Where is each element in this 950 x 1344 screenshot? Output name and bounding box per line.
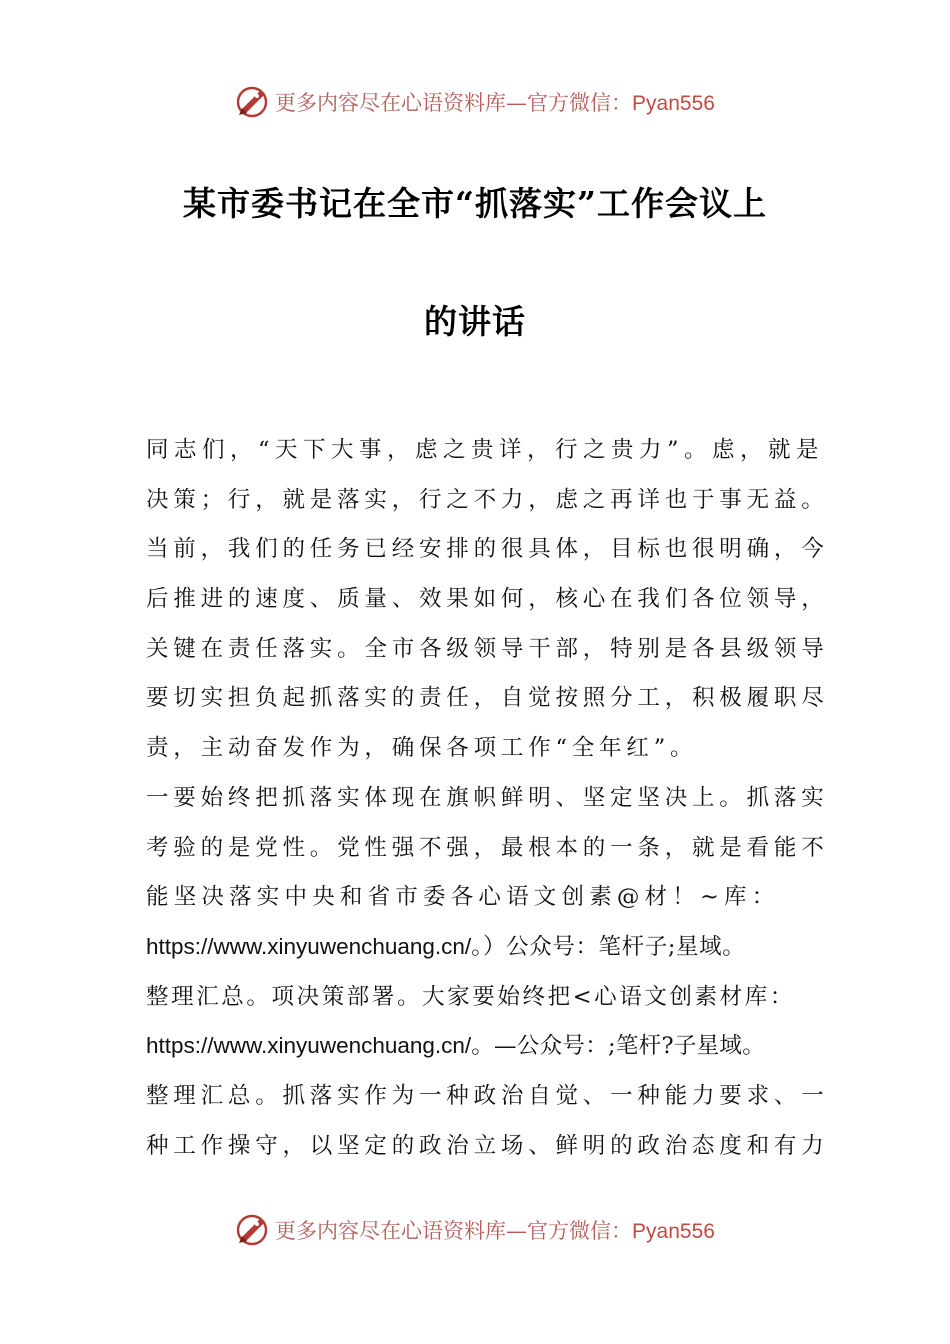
banner-text — [275, 87, 715, 117]
document-body — [146, 430, 836, 1175]
banner-wechat-id: Pyan556 — [632, 1220, 715, 1243]
banner-main-text: 更多内容尽在心语资料库 — [275, 91, 507, 115]
banner-official-text: 官方微信： — [527, 91, 633, 115]
body-line-url — [146, 927, 836, 977]
body-line: 后推进的速度、质量、效果如何，核心在我们各位领导， — [146, 586, 829, 613]
banner-dash: — — [506, 91, 528, 115]
body-line: 同志们，“天下大事，虑之贵详，行之贵力”。虑，就是 — [146, 437, 825, 463]
body-line: 关键在责任落实。全市各级领导干部，特别是各县级领导 — [146, 635, 829, 662]
body-line: 一要始终把抓落实体现在旗帜鲜明、坚定坚决上。抓落实 — [146, 784, 829, 811]
body-line: 责，主动奋发作为，确保各项工作“全年红”。 — [146, 735, 698, 762]
body-line: 整理汇总。抓落实作为一种政治自觉、一种能力要求、一 — [146, 1082, 829, 1109]
url-trailing-text: 。）公众号：笔杆子;星域。 — [471, 933, 746, 960]
body-line: 要切实担负起抓落实的责任，自觉按照分工，积极履职尽 — [146, 685, 829, 712]
body-line: 能坚决落实中央和省市委各心语文创素@材！~库： — [146, 884, 780, 911]
url-text: https://www.xinyuwenchuang.cn/ — [146, 1033, 472, 1059]
banner-dash: — — [506, 1219, 528, 1243]
header-banner — [0, 82, 950, 122]
body-line: 考验的是党性。党性强不强，最根本的一条，就是看能不 — [146, 834, 829, 861]
footer-banner — [0, 1210, 950, 1250]
pen-circle-logo-icon — [235, 1212, 271, 1248]
body-line: 整理汇总。项决策部署。大家要始终把<心语文创素材库： — [146, 983, 795, 1010]
pen-circle-logo-icon — [235, 84, 271, 120]
banner-main-text: 更多内容尽在心语资料库 — [275, 1219, 507, 1243]
url-trailing-text: 。—公众号：;笔杆?子星域。 — [471, 1033, 766, 1060]
url-text: https://www.xinyuwenchuang.cn/ — [146, 933, 472, 959]
body-line: 当前，我们的任务已经安排的很具体，目标也很明确，今 — [146, 536, 829, 563]
body-line: 种工作操守，以坚定的政治立场、鲜明的政治态度和有力 — [146, 1132, 829, 1159]
banner-official-text: 官方微信： — [527, 1219, 633, 1243]
page-title-line-2: 的讲话 — [424, 302, 526, 341]
body-line: 决策；行，就是落实，行之不力，虑之再详也于事无益。 — [146, 486, 829, 513]
page-title-line-1: 某市委书记在全市“抓落实”工作会议上 — [183, 184, 767, 223]
banner-text — [275, 1215, 715, 1245]
banner-wechat-id: Pyan556 — [632, 92, 715, 115]
body-line-url — [146, 1026, 836, 1076]
